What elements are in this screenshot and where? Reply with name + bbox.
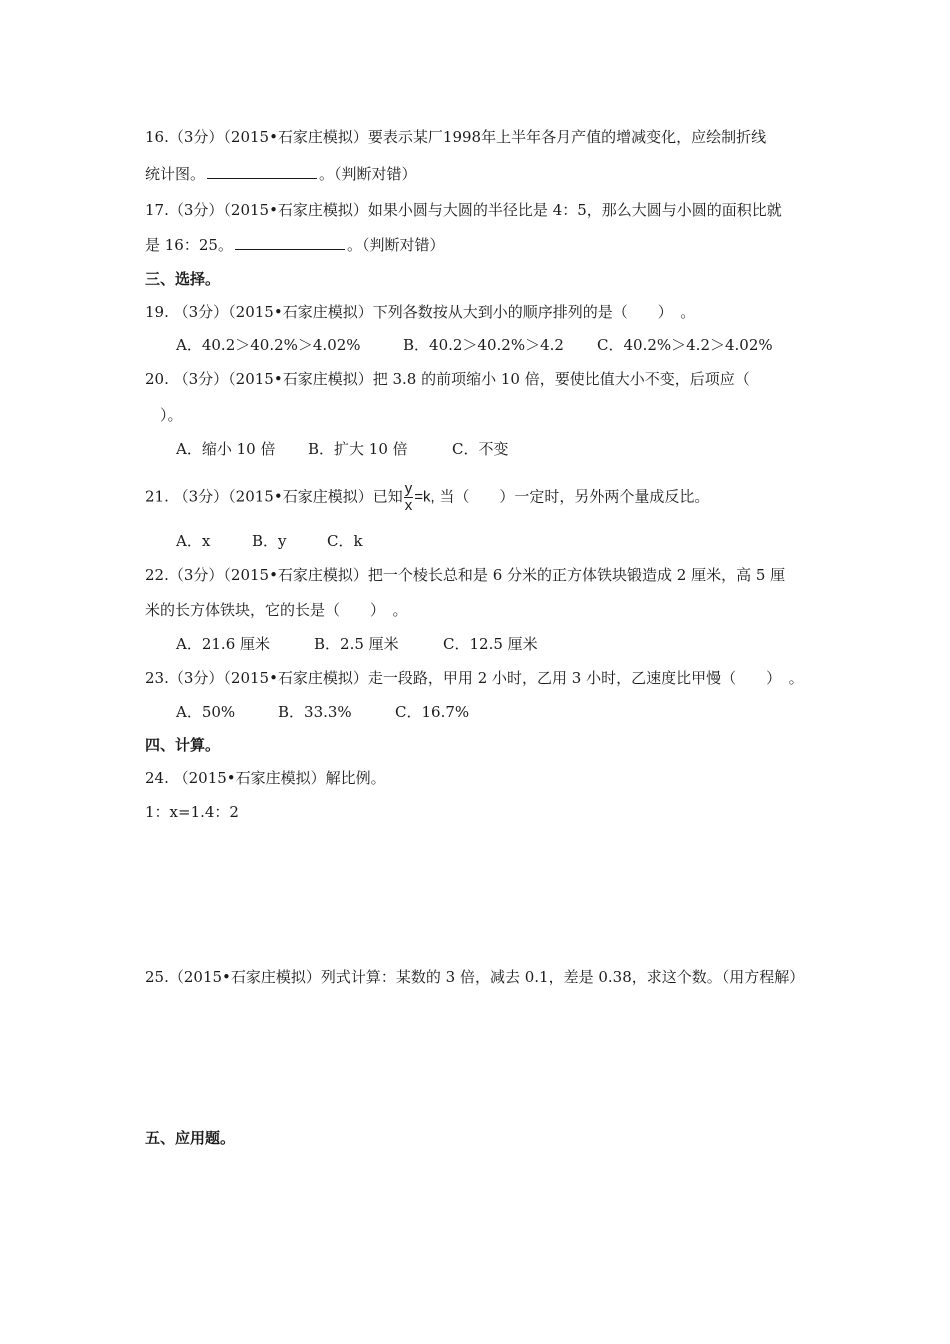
q23-option-c[interactable]: C．16.7% bbox=[395, 703, 470, 721]
q23-option-a[interactable]: A．50% bbox=[176, 703, 236, 721]
q20-option-a[interactable]: A．缩小 10 倍 bbox=[176, 440, 276, 458]
q24-stem: 24. （2015•石家庄模拟）解比例。 bbox=[145, 769, 386, 787]
q17-line2 bbox=[145, 235, 444, 255]
section-heading-calculation: 四、计算。 bbox=[145, 736, 221, 754]
answer-blank[interactable] bbox=[207, 164, 317, 179]
q17-line2-pre: 是 16：25。 bbox=[145, 236, 233, 254]
q20-line1: 20. （3分）（2015•石家庄模拟）把 3.8 的前项缩小 10 倍，要使比值大小不变，后项应（ bbox=[145, 370, 750, 388]
q16-line1: 16.（3分）（2015•石家庄模拟）要表示某厂1998年上半年各月产值的增减变化，应绘制折线 bbox=[145, 128, 767, 146]
q19-option-a[interactable]: A．40.2＞40.2%＞4.02% bbox=[176, 336, 361, 354]
section-heading-application: 五、应用题。 bbox=[145, 1129, 236, 1147]
q22-line2: 米的长方体铁块，它的长是（ ） 。 bbox=[145, 601, 408, 619]
answer-blank[interactable] bbox=[235, 235, 345, 250]
q20-option-c[interactable]: C．不变 bbox=[452, 440, 509, 458]
q21-option-c[interactable]: C．k bbox=[327, 532, 363, 550]
q23-stem: 23.（3分）（2015•石家庄模拟）走一段路，甲用 2 小时，乙用 3 小时，乙速度比甲慢（ ） 。 bbox=[145, 669, 804, 687]
fraction-rhs: =k, bbox=[414, 488, 435, 506]
q22-line1: 22.（3分）（2015•石家庄模拟）把一个棱长总和是 6 分米的正方体铁块锻造成 2 厘米，高 5 厘 bbox=[145, 566, 786, 584]
q21-stem-post: 当（ ）一定时，另外两个量成反比。 bbox=[434, 487, 710, 506]
q22-option-a[interactable]: A．21.6 厘米 bbox=[176, 635, 270, 653]
q16-line2-pre: 统计图。 bbox=[145, 165, 206, 183]
q21-option-a[interactable]: A．x bbox=[176, 532, 211, 550]
q21-stem-pre: 21. （3分）（2015•石家庄模拟）已知 bbox=[145, 487, 403, 506]
q20-option-b[interactable]: B．扩大 10 倍 bbox=[308, 440, 408, 458]
q22-option-c[interactable]: C．12.5 厘米 bbox=[443, 635, 538, 653]
q24-equation: 1：x=1.4：2 bbox=[145, 803, 239, 821]
q16-line2 bbox=[145, 164, 417, 184]
fraction-y-over-x bbox=[404, 481, 414, 514]
q20-line2: ）。 bbox=[160, 406, 183, 424]
q21-stem bbox=[145, 481, 709, 514]
q21-option-b[interactable]: B．y bbox=[252, 532, 287, 550]
fraction-denominator: x bbox=[404, 497, 413, 514]
q22-option-b[interactable]: B．2.5 厘米 bbox=[314, 635, 399, 653]
q25-stem: 25.（2015•石家庄模拟）列式计算：某数的 3 倍，减去 0.1，差是 0.38，求这个数。（用方程解） bbox=[145, 968, 805, 986]
q16-line2-post: 。（判断对错） bbox=[319, 165, 417, 183]
q17-line2-post: 。（判断对错） bbox=[346, 236, 445, 254]
q23-option-b[interactable]: B．33.3% bbox=[278, 703, 352, 721]
section-heading-choice: 三、选择。 bbox=[145, 270, 221, 288]
q17-line1: 17.（3分）（2015•石家庄模拟）如果小圆与大圆的半径比是 4：5，那么大圆与小圆的面积比就 bbox=[145, 201, 782, 219]
q19-option-c[interactable]: C．40.2%＞4.2＞4.02% bbox=[597, 336, 773, 354]
fraction-numerator: y bbox=[404, 480, 413, 497]
q19-option-b[interactable]: B．40.2＞40.2%＞4.2 bbox=[403, 336, 564, 354]
q19-stem: 19. （3分）（2015•石家庄模拟）下列各数按从大到小的顺序排列的是（ ） 。 bbox=[145, 303, 696, 321]
